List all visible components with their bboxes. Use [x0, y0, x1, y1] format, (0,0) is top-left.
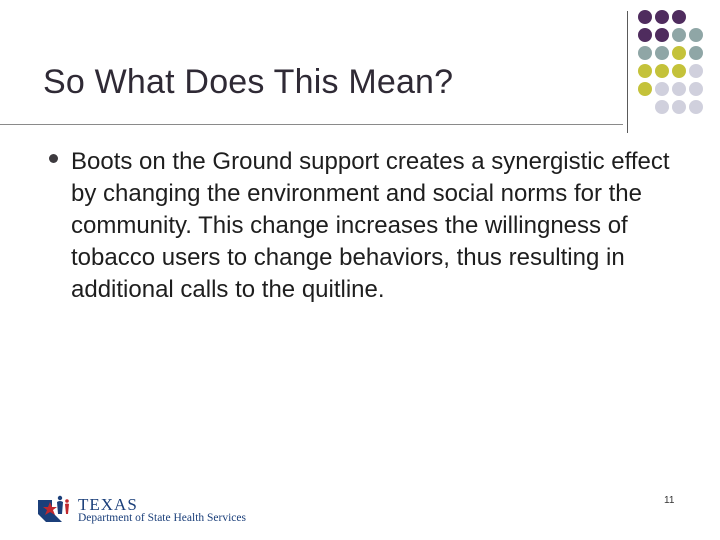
decorative-dot — [655, 82, 669, 96]
decorative-dot — [689, 46, 703, 60]
page-number: 11 — [664, 495, 675, 506]
decorative-dot — [655, 10, 669, 24]
slide-title: So What Does This Mean? — [43, 63, 454, 101]
decorative-dot — [689, 64, 703, 78]
bullet-marker — [49, 154, 58, 163]
decorative-dot — [655, 28, 669, 42]
decorative-dot — [672, 10, 686, 24]
texas-star-people-icon — [36, 492, 76, 526]
decorative-dot — [689, 100, 703, 114]
decorative-dot — [672, 64, 686, 78]
title-divider — [0, 124, 623, 125]
logo-texas-text: TEXAS — [78, 495, 138, 514]
vertical-divider — [627, 11, 628, 133]
decorative-dot — [672, 46, 686, 60]
logo-department-text: Department of State Health Services — [78, 512, 246, 524]
bullet-item: Boots on the Ground support creates a synergistic effect by changing the environment and social norms for the community. This change increases the willingness of tobacco users to change behaviors, thus resulting in additional calls to the quitline. — [71, 148, 670, 303]
decorative-dot — [638, 46, 652, 60]
decorative-dot — [689, 28, 703, 42]
decorative-dot — [638, 10, 652, 24]
decorative-dot — [672, 82, 686, 96]
decorative-dot — [672, 28, 686, 42]
decorative-dot — [689, 82, 703, 96]
decorative-dot-grid — [636, 8, 720, 128]
decorative-dot — [655, 100, 669, 114]
decorative-dot — [655, 64, 669, 78]
decorative-dot — [672, 100, 686, 114]
decorative-dot — [638, 28, 652, 42]
decorative-dot — [638, 82, 652, 96]
decorative-dot — [638, 64, 652, 78]
decorative-dot — [655, 46, 669, 60]
texas-dshs-logo — [36, 492, 276, 528]
